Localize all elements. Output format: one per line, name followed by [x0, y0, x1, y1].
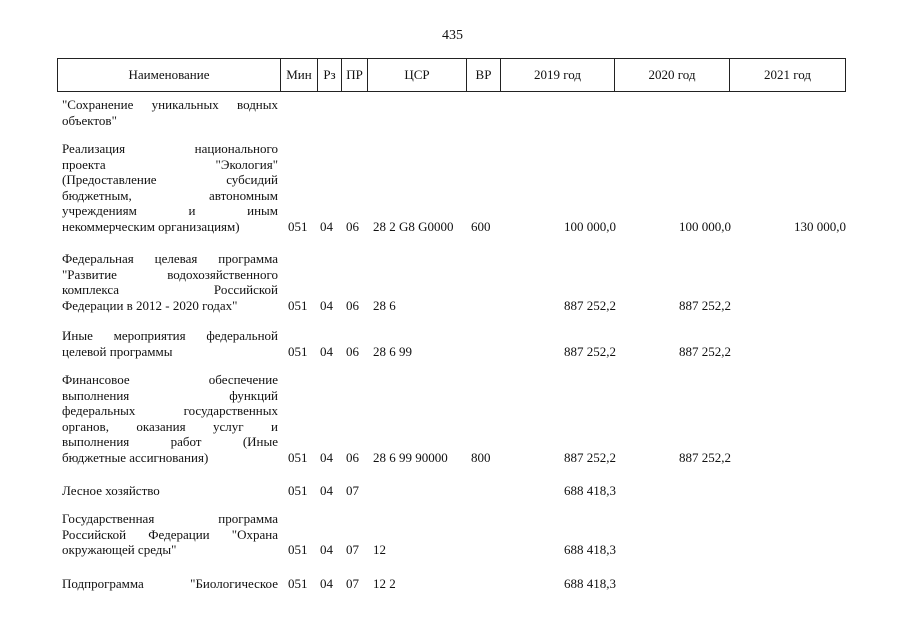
row-name-line: Финансовое обеспечение: [62, 372, 278, 387]
row-csr: 12: [373, 542, 386, 557]
column-header-min: Мин: [281, 59, 318, 91]
row-csr: 12 2: [373, 576, 396, 591]
row-amount-2019: 100 000,0: [564, 218, 616, 234]
row-amount-2019: 688 418,3: [564, 483, 616, 498]
row-rz: 04: [320, 483, 333, 498]
column-header-pr: ПР: [342, 59, 368, 91]
column-header-csr: ЦСР: [368, 59, 467, 91]
row-name-line: Федеральная целевая программа: [62, 251, 278, 266]
row-pr: 06: [346, 297, 359, 313]
row-rz: 04: [320, 449, 333, 465]
row-min: 051: [288, 297, 308, 313]
row-amount-2019: 887 252,2: [564, 297, 616, 313]
table-header: [57, 58, 846, 92]
row-min: 051: [288, 449, 308, 465]
row-vr: 800: [471, 449, 491, 465]
row-name-line: некоммерческим организациям): [62, 218, 240, 234]
row-name-line: бюджетные ассигнования): [62, 449, 209, 465]
row-vr: 600: [471, 218, 491, 234]
row-min: 051: [288, 576, 308, 591]
row-pr: 07: [346, 576, 359, 591]
row-min: 051: [288, 343, 308, 359]
row-min: 051: [288, 483, 308, 498]
row-csr: 28 6: [373, 297, 396, 313]
row-rz: 04: [320, 218, 333, 234]
row-name-line: выполнения функций: [62, 387, 278, 403]
row-rz: 04: [320, 576, 333, 591]
row-pr: 06: [346, 343, 359, 359]
column-header-2021: 2021 год: [764, 67, 811, 82]
row-min: 051: [288, 542, 308, 557]
row-pr: 07: [346, 542, 359, 557]
row-name-line: (Предоставление субсидий: [62, 172, 278, 187]
column-header-name: Наименование: [58, 59, 281, 91]
row-rz: 04: [320, 343, 333, 359]
row-rz: 04: [320, 542, 333, 557]
row-amount-2020: 887 252,2: [679, 449, 731, 465]
row-csr: 28 6 99 90000: [373, 449, 448, 465]
page-number: 435: [442, 28, 463, 43]
row-name-line: "Сохранение уникальных водных: [62, 97, 278, 112]
row-name-line: Реализация национального: [62, 141, 278, 156]
row-name-line: окружающей среды": [62, 542, 177, 557]
row-amount-2020: 887 252,2: [679, 297, 731, 313]
row-name-line: целевой программы: [62, 343, 173, 359]
row-name-line: проекта "Экология": [62, 156, 278, 172]
row-min: 051: [288, 218, 308, 234]
column-header-2019: 2019 год: [501, 59, 615, 91]
row-name-line: органов, оказания услуг и: [62, 418, 278, 434]
row-name-line: выполнения работ (Иные: [62, 434, 278, 449]
row-amount-2019: 688 418,3: [564, 576, 616, 591]
row-name-line: объектов": [62, 112, 117, 128]
row-pr: 06: [346, 449, 359, 465]
row-amount-2019: 688 418,3: [564, 542, 616, 557]
row-amount-2020: 100 000,0: [679, 218, 731, 234]
column-header-vr: ВР: [467, 59, 501, 91]
row-name-line: Государственная программа: [62, 511, 278, 526]
row-name-line: Подпрограмма "Биологическое: [62, 576, 278, 591]
row-name-line: Лесное хозяйство: [62, 483, 160, 498]
column-header-2020: 2020 год: [615, 59, 730, 91]
row-pr: 07: [346, 483, 359, 498]
row-csr: 28 6 99: [373, 343, 412, 359]
row-rz: 04: [320, 297, 333, 313]
row-name-line: "Развитие водохозяйственного: [62, 266, 278, 282]
row-name-line: комплекса Российской: [62, 282, 278, 297]
row-name-line: учреждениям и иным: [62, 203, 278, 218]
row-name-line: бюджетным, автономным: [62, 187, 278, 203]
row-amount-2019: 887 252,2: [564, 449, 616, 465]
row-amount-2021: 130 000,0: [794, 218, 846, 234]
row-name-line: Федерации в 2012 - 2020 годах": [62, 297, 238, 313]
row-csr: 28 2 G8 G0000: [373, 218, 454, 234]
row-amount-2019: 887 252,2: [564, 343, 616, 359]
row-amount-2020: 887 252,2: [679, 343, 731, 359]
row-name-line: Российской Федерации "Охрана: [62, 526, 278, 542]
row-name-line: Иные мероприятия федеральной: [62, 328, 278, 343]
row-name-line: федеральных государственных: [62, 403, 278, 418]
row-pr: 06: [346, 218, 359, 234]
column-header-rz: Рз: [318, 59, 342, 91]
